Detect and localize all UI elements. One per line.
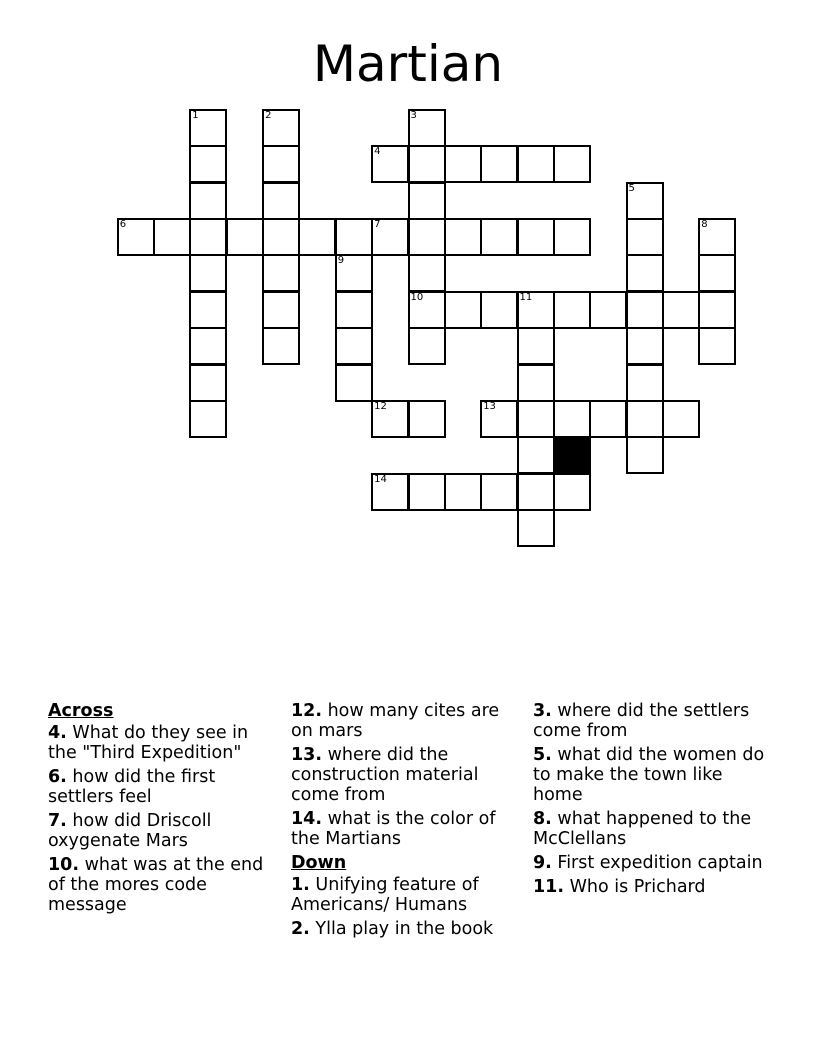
clue-text: what happened to the McClellans: [533, 809, 752, 849]
answer-cell[interactable]: [444, 218, 482, 256]
answer-cell[interactable]: [408, 182, 446, 220]
answer-cell[interactable]: [626, 364, 664, 402]
answer-cell[interactable]: [589, 291, 627, 329]
answer-cell[interactable]: [553, 218, 591, 256]
clue-number: 9.: [533, 853, 552, 873]
answer-cell[interactable]: [517, 473, 555, 511]
answer-cell[interactable]: [189, 291, 227, 329]
answer-cell[interactable]: [698, 327, 736, 365]
clue-text: First expedition captain: [557, 853, 763, 873]
answer-cell[interactable]: [517, 291, 555, 329]
answer-cell[interactable]: [335, 327, 373, 365]
clue-number-label: 7: [374, 219, 381, 231]
clue-across-14: [291, 809, 523, 849]
answer-cell[interactable]: [335, 254, 373, 292]
clue-text: what did the women do to make the town like home: [533, 745, 765, 805]
answer-cell[interactable]: [408, 291, 446, 329]
clue-across-10: [48, 855, 280, 915]
answer-cell[interactable]: [153, 218, 191, 256]
clue-across-4: [48, 723, 280, 763]
answer-cell[interactable]: [262, 145, 300, 183]
clue-text: how did the first settlers feel: [48, 767, 216, 807]
answer-cell[interactable]: [262, 182, 300, 220]
answer-cell[interactable]: [662, 400, 700, 438]
clue-across-7: [48, 811, 280, 851]
answer-cell[interactable]: [444, 291, 482, 329]
clue-down-1: [291, 875, 523, 915]
clue-number-label: 1: [192, 110, 199, 121]
answer-cell[interactable]: [335, 291, 373, 329]
answer-cell[interactable]: [626, 436, 664, 474]
answer-cell[interactable]: [371, 145, 409, 183]
clue-number: 8.: [533, 809, 552, 829]
answer-cell[interactable]: [262, 254, 300, 292]
answer-cell[interactable]: [553, 400, 591, 438]
answer-cell[interactable]: [189, 364, 227, 402]
answer-cell[interactable]: [626, 254, 664, 292]
answer-cell[interactable]: [189, 109, 227, 147]
clue-column-1: [48, 701, 280, 919]
clue-number-label: 4: [374, 146, 381, 158]
answer-cell[interactable]: [298, 218, 336, 256]
answer-cell[interactable]: [189, 254, 227, 292]
answer-cell[interactable]: [335, 218, 373, 256]
answer-cell[interactable]: [626, 291, 664, 329]
answer-cell[interactable]: [189, 182, 227, 220]
clue-number: 3.: [533, 701, 552, 721]
answer-cell[interactable]: [626, 400, 664, 438]
clue-number-label: 9: [337, 255, 345, 267]
answer-cell[interactable]: [226, 218, 264, 256]
clue-down-2: [291, 919, 523, 939]
answer-cell[interactable]: [408, 254, 446, 292]
clue-column-3: [533, 701, 765, 901]
clue-number: 6.: [48, 767, 67, 787]
clue-text: how many cites are on mars: [291, 701, 500, 741]
answer-cell[interactable]: [517, 327, 555, 365]
answer-cell[interactable]: [553, 473, 591, 511]
answer-cell[interactable]: [262, 218, 300, 256]
clue-number: 2.: [291, 919, 310, 939]
answer-cell[interactable]: [480, 145, 518, 183]
clue-down-9: [533, 853, 765, 873]
answer-cell[interactable]: [262, 291, 300, 329]
answer-cell[interactable]: [553, 291, 591, 329]
answer-cell[interactable]: [444, 145, 482, 183]
answer-cell[interactable]: [117, 218, 155, 256]
answer-cell[interactable]: [371, 400, 409, 438]
answer-cell[interactable]: [408, 218, 446, 256]
answer-cell[interactable]: [189, 400, 227, 438]
answer-cell[interactable]: [189, 218, 227, 256]
clue-text: what was at the end of the mores code message: [48, 855, 264, 915]
answer-cell[interactable]: [698, 218, 736, 256]
clue-text: where did the construction material come from: [291, 745, 479, 805]
clue-number-label: 13: [483, 400, 496, 412]
clue-number: 11.: [533, 877, 565, 897]
clue-number: 10.: [48, 855, 80, 875]
answer-cell[interactable]: [626, 327, 664, 365]
clue-text: how did Driscoll oxygenate Mars: [48, 811, 212, 851]
answer-cell[interactable]: [480, 218, 518, 256]
clue-down-11: [533, 877, 765, 897]
answer-cell[interactable]: [553, 145, 591, 183]
puzzle-title: Martian: [312, 35, 504, 93]
answer-cell[interactable]: [189, 145, 227, 183]
clue-number-label: 10: [410, 291, 424, 303]
clue-number: 13.: [291, 745, 323, 765]
answer-cell[interactable]: [408, 327, 446, 365]
answer-cell[interactable]: [517, 218, 555, 256]
across-heading: Across: [48, 701, 114, 721]
clue-number-label: 3: [410, 110, 417, 121]
clue-number: 5.: [533, 745, 552, 765]
answer-cell[interactable]: [517, 364, 555, 402]
clue-across-6: [48, 767, 280, 807]
black-cell: [553, 436, 591, 474]
answer-cell[interactable]: [626, 218, 664, 256]
clue-text: what is the color of the Martians: [291, 809, 496, 849]
answer-cell[interactable]: [662, 291, 700, 329]
clue-number-label: 12: [374, 400, 387, 412]
clue-text: Ylla play in the book: [315, 919, 494, 939]
clue-column-2: [291, 701, 523, 943]
clue-text: Unifying feature of Americans/ Humans: [291, 875, 479, 915]
answer-cell[interactable]: [262, 327, 300, 365]
answer-cell[interactable]: [517, 509, 555, 547]
answer-cell[interactable]: [262, 109, 300, 147]
answer-cell[interactable]: [517, 436, 555, 474]
down-heading: Down: [291, 853, 347, 873]
clue-down-5: [533, 745, 765, 805]
answer-cell[interactable]: [698, 254, 736, 292]
answer-cell[interactable]: [189, 327, 227, 365]
clue-across-12: [291, 701, 523, 741]
answer-cell[interactable]: [626, 182, 664, 220]
answer-cell[interactable]: [517, 145, 555, 183]
clue-text: Who is Prichard: [569, 877, 706, 897]
clue-number: 12.: [291, 701, 323, 721]
clue-number-label: 14: [374, 473, 387, 485]
answer-cell[interactable]: [408, 473, 446, 511]
clue-number-label: 11: [519, 291, 533, 303]
answer-cell[interactable]: [698, 291, 736, 329]
clue-down-8: [533, 809, 765, 849]
clue-text: What do they see in the "Third Expedition": [48, 723, 249, 763]
clue-number-label: 6: [119, 219, 127, 231]
clue-number-label: 2: [265, 110, 272, 121]
answer-cell[interactable]: [335, 364, 373, 402]
clue-number-label: 8: [701, 219, 708, 231]
answer-cell[interactable]: [408, 145, 446, 183]
clue-number: 4.: [48, 723, 67, 743]
answer-cell[interactable]: [480, 400, 518, 438]
clue-number-label: 5: [628, 182, 635, 194]
clue-text: where did the settlers come from: [533, 701, 750, 741]
answer-cell[interactable]: [371, 473, 409, 511]
clue-down-3: [533, 701, 765, 741]
answer-cell[interactable]: [517, 400, 555, 438]
clue-across-13: [291, 745, 523, 805]
answer-cell[interactable]: [408, 109, 446, 147]
answer-cell[interactable]: [589, 400, 627, 438]
answer-cell[interactable]: [480, 291, 518, 329]
answer-cell[interactable]: [371, 218, 409, 256]
clue-number: 1.: [291, 875, 310, 895]
clue-number: 7.: [48, 811, 67, 831]
answer-cell[interactable]: [480, 473, 518, 511]
clue-number: 14.: [291, 809, 323, 829]
answer-cell[interactable]: [444, 473, 482, 511]
answer-cell[interactable]: [408, 400, 446, 438]
